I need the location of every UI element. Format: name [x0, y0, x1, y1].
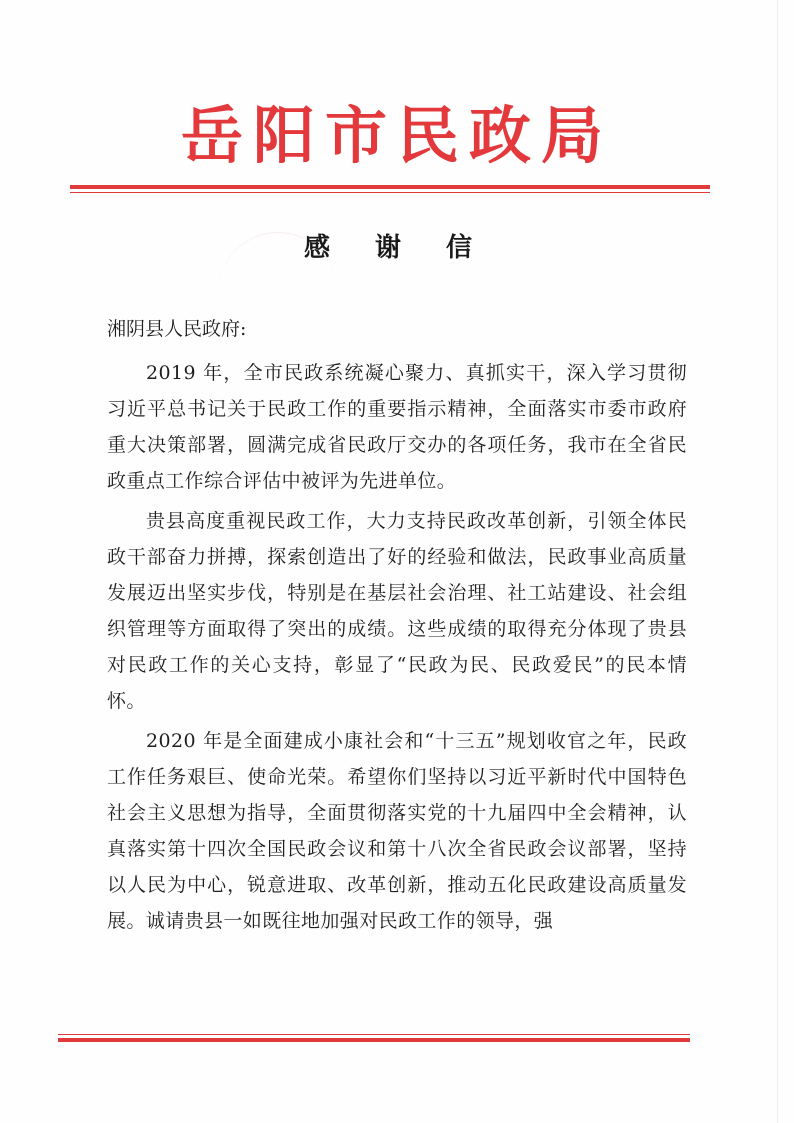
letterhead-rule-thin [70, 192, 710, 193]
footer-rule-thin [58, 1034, 690, 1035]
letterhead-org-name: 岳阳市民政局 [180, 99, 613, 172]
letterhead-rule-thick [70, 185, 710, 189]
footer-rule-thick [58, 1038, 690, 1042]
letter-body [107, 355, 687, 943]
salutation: 湘阴县人民政府: [107, 318, 247, 340]
document-title: 感 谢 信 [303, 233, 491, 263]
body-paragraph-2: 贵县高度重视民政工作，大力支持民政改革创新，引领全体民政干部奋力拼搏，探索创造出了好的经验和做法，民政事业高质量发展迈出坚实步伐，特别是在基层社会治理、社工站建设、社会组织管理等方面取得了突出的成绩。这些成绩的取得充分体现了贵县对民政工作的关心支持，彰显了“民政为民、民政爱民”的民本情怀。 [107, 510, 687, 712]
body-paragraph-1: 2019 年，全市民政系统凝心聚力、真抓实干，深入学习贯彻习近平总书记关于民政工作的重要指示精神，全面落实市委市政府重大决策部署，圆满完成省民政厅交办的各项任务，我市在全省民政重点工作综合评估中被评为先进单位。 [107, 362, 687, 492]
body-paragraph-3: 2020 年是全面建成小康社会和“十三五”规划收官之年，民政工作任务艰巨、使命光荣。希望你们坚持以习近平新时代中国特色社会主义思想为指导，全面贯彻落实党的十九届四中全会精神，认真落实第十四次全国民政会议和第十八次全省民政会议部署，坚持以人民为中心，锐意进取、改革创新，推动五化民政建设高质量发展。诚请贵县一如既往地加强对民政工作的领导，强 [107, 730, 687, 932]
